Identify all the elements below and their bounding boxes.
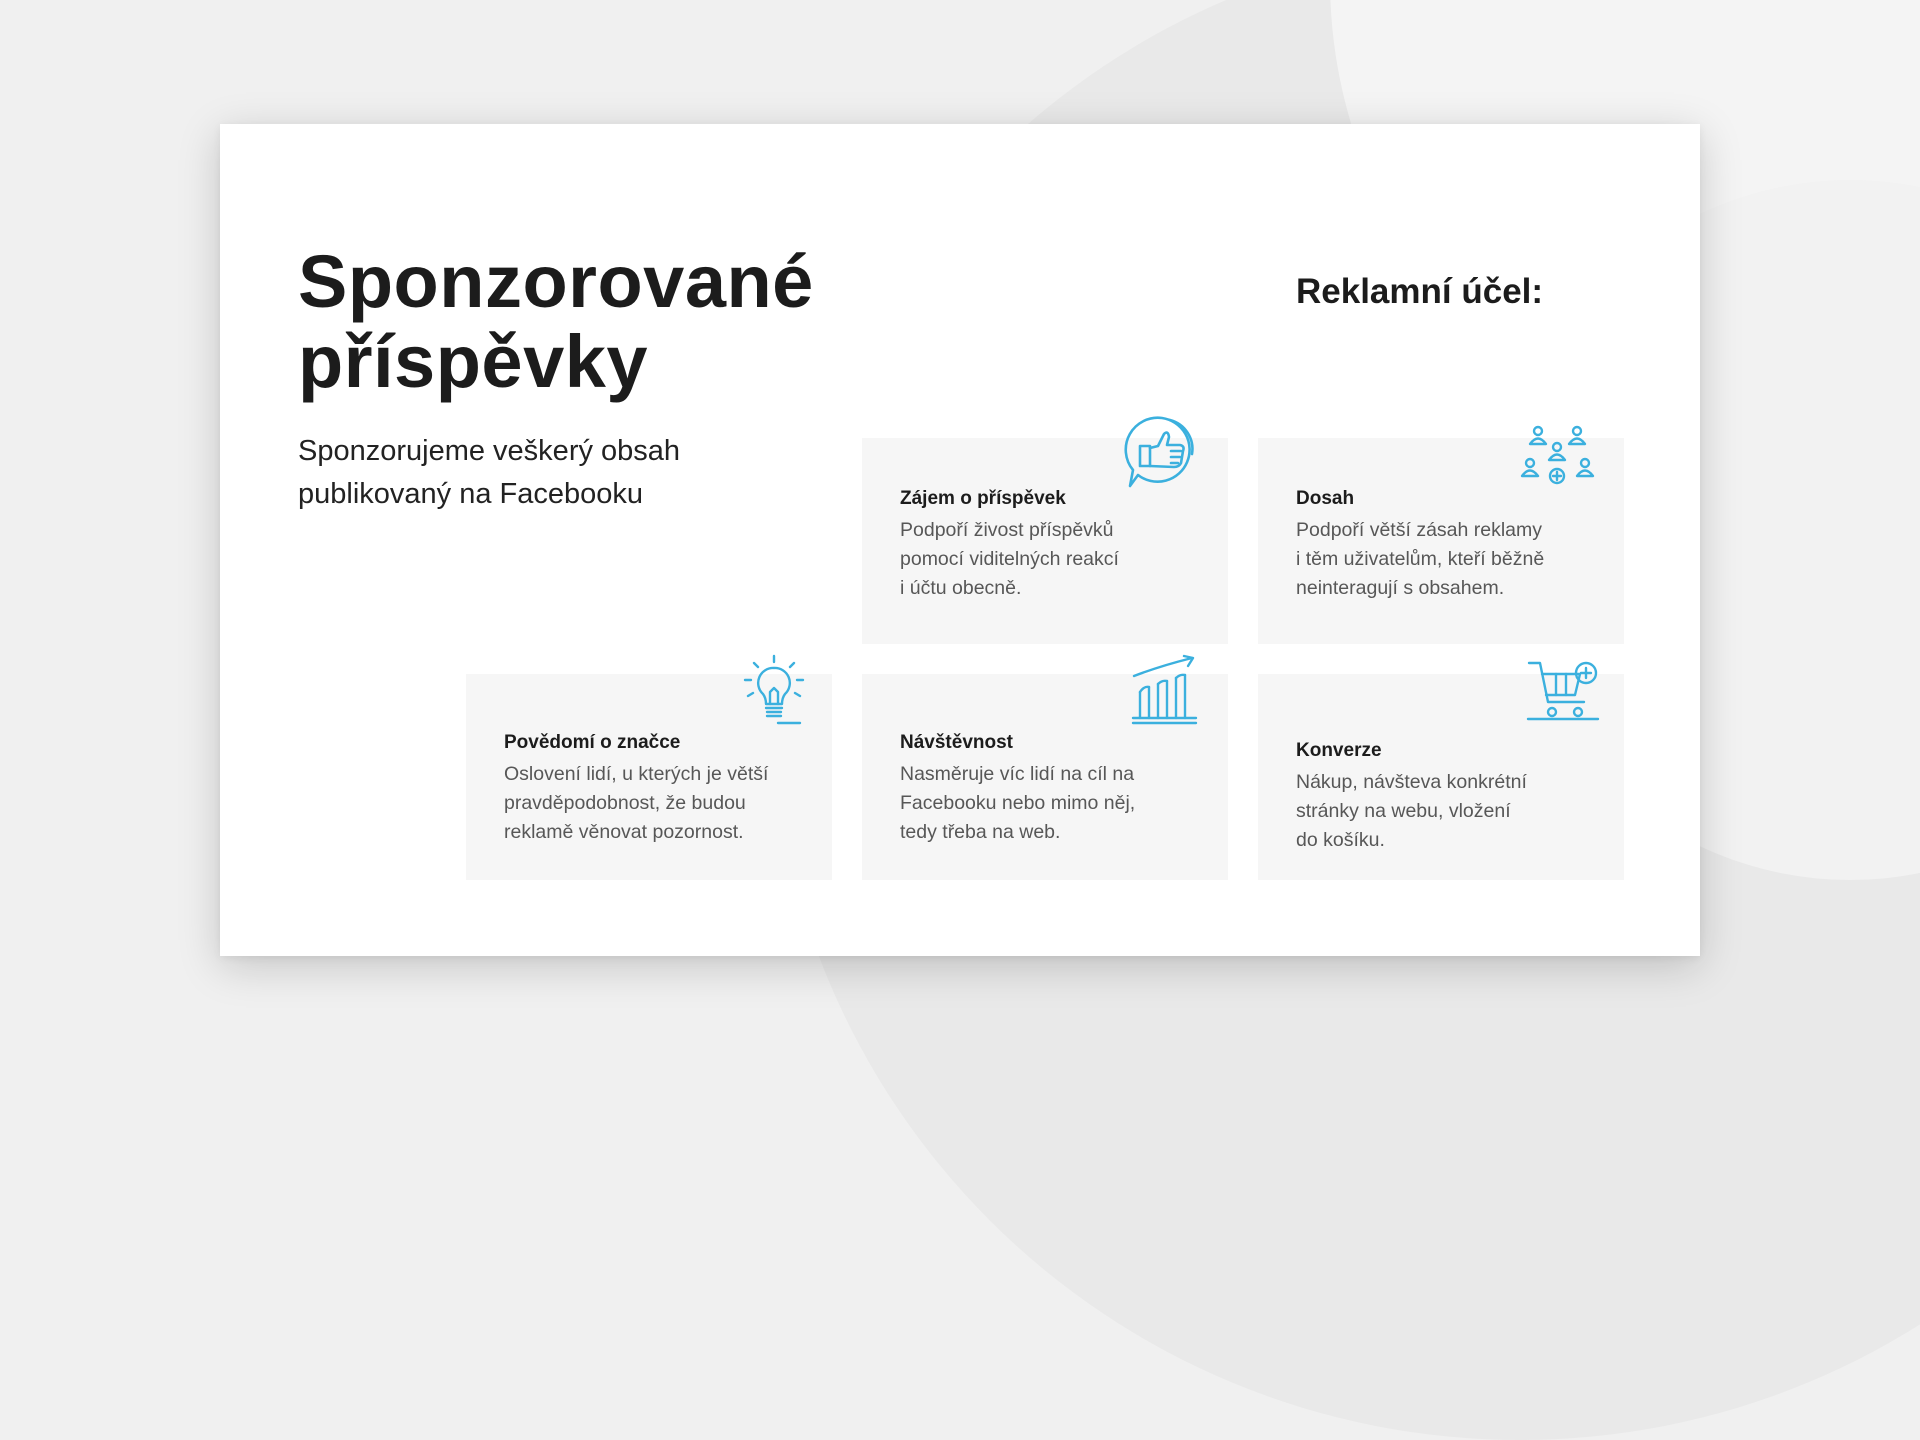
- card-title: Konverze: [1296, 740, 1382, 761]
- card-description: [900, 760, 1220, 847]
- page-subtitle: [298, 430, 818, 516]
- title-line: Sponzorované: [298, 240, 814, 323]
- title-line: příspěvky: [298, 320, 649, 403]
- subtitle-line: publikovaný na Facebooku: [298, 478, 644, 510]
- growth-chart-icon: [1130, 654, 1200, 726]
- thumbs-up-chat-icon: [1124, 414, 1200, 492]
- card-description: [1296, 516, 1616, 603]
- card-desc-line: tedy třeba na web.: [900, 821, 1061, 843]
- cart-add-icon: [1526, 660, 1600, 724]
- card-post-engagement: [862, 438, 1228, 644]
- subtitle-line: Sponzorujeme veškerý obsah: [298, 435, 681, 467]
- card-reach: [1258, 438, 1624, 644]
- card-title: Dosah: [1296, 488, 1355, 509]
- card-desc-line: Podpoří živost příspěvků: [900, 519, 1114, 541]
- card-title: Návštěvnost: [900, 732, 1013, 753]
- card-traffic: [862, 674, 1228, 880]
- purpose-heading: Reklamní účel:: [1296, 272, 1544, 311]
- slide-card: [220, 124, 1700, 956]
- people-network-icon: [1520, 424, 1598, 488]
- card-desc-line: reklamě věnovat pozornost.: [504, 821, 744, 843]
- card-desc-line: Nasměruje víc lidí na cíl na: [900, 763, 1135, 785]
- card-desc-line: Oslovení lidí, u kterých je větší: [504, 763, 769, 785]
- card-description: [504, 760, 824, 847]
- card-desc-line: do košíku.: [1296, 829, 1385, 851]
- card-conversion: [1258, 674, 1624, 880]
- card-desc-line: pravděpodobnost, že budou: [504, 792, 746, 814]
- card-desc-line: neinteragují s obsahem.: [1296, 577, 1505, 599]
- page-title: [298, 242, 918, 402]
- card-description: [1296, 768, 1616, 855]
- card-desc-line: stránky na webu, vložení: [1296, 800, 1511, 822]
- card-desc-line: i účtu obecně.: [900, 577, 1022, 599]
- card-desc-line: i těm uživatelům, kteří běžně: [1296, 548, 1545, 570]
- card-title: Zájem o příspěvek: [900, 488, 1066, 509]
- card-desc-line: pomocí viditelných reakcí: [900, 548, 1119, 570]
- card-brand-awareness: [466, 674, 832, 880]
- card-description: [900, 516, 1220, 603]
- lightbulb-icon: [742, 654, 806, 728]
- card-desc-line: Facebooku nebo mimo něj,: [900, 792, 1136, 814]
- card-desc-line: Podpoří větší zásah reklamy: [1296, 519, 1543, 541]
- card-desc-line: Nákup, návšteva konkrétní: [1296, 771, 1527, 793]
- card-title: Povědomí o značce: [504, 732, 681, 753]
